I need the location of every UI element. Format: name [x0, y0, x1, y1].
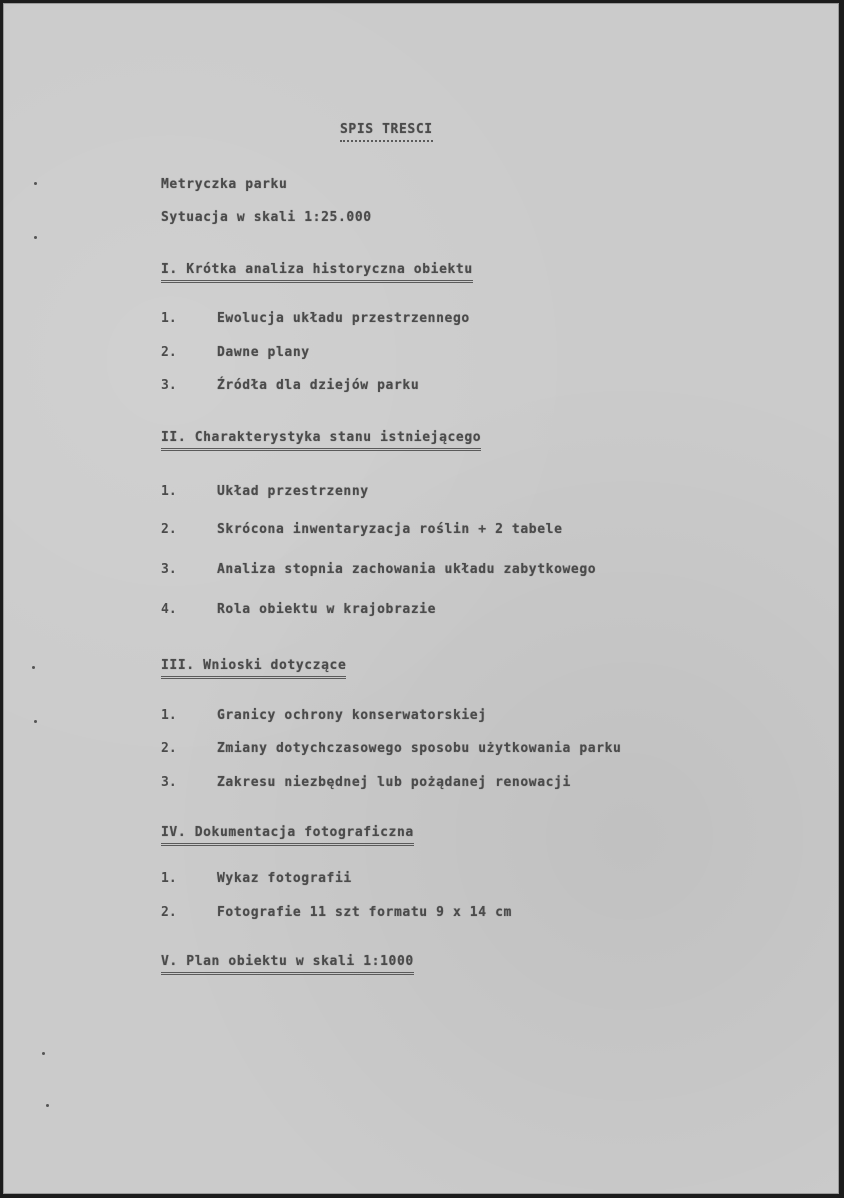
intro-line: Metryczka parku	[161, 177, 288, 192]
item-text: Źródła dla dziejów parku	[217, 378, 420, 393]
item-text: Granicy ochrony konserwatorskiej	[217, 708, 487, 723]
item-text: Rola obiektu w krajobrazie	[217, 602, 437, 617]
section-heading: V. Plan obiektu w skali 1:1000	[161, 954, 414, 975]
item-number: 2.	[161, 905, 177, 920]
margin-dot	[34, 236, 37, 239]
item-number: 2.	[161, 741, 177, 756]
item-text: Zmiany dotychczasowego sposobu użytkowania parku	[217, 741, 622, 756]
section-heading: III. Wnioski dotyczące	[161, 658, 346, 679]
section-heading: II. Charakterystyka stanu istniejącego	[161, 430, 481, 451]
item-text: Analiza stopnia zachowania układu zabytkowego	[217, 562, 597, 577]
item-number: 4.	[161, 602, 177, 617]
margin-dot	[34, 720, 37, 723]
document-page	[3, 3, 839, 1194]
item-number: 1.	[161, 311, 177, 326]
item-text: Skrócona inwentaryzacja roślin + 2 tabele	[217, 522, 563, 537]
margin-dot	[32, 666, 35, 669]
item-number: 3.	[161, 378, 177, 393]
intro-line: Sytuacja w skali 1:25.000	[161, 210, 372, 225]
item-text: Dawne plany	[217, 345, 310, 360]
document-title: SPIS TRESCI	[340, 122, 433, 142]
item-text: Zakresu niezbędnej lub pożądanej renowacji	[217, 775, 571, 790]
item-text: Wykaz fotografii	[217, 871, 352, 886]
item-number: 1.	[161, 484, 177, 499]
item-number: 1.	[161, 708, 177, 723]
item-number: 3.	[161, 562, 177, 577]
item-number: 2.	[161, 345, 177, 360]
item-text: Układ przestrzenny	[217, 484, 369, 499]
item-text: Fotografie 11 szt formatu 9 x 14 cm	[217, 905, 512, 920]
margin-dot	[42, 1052, 45, 1055]
item-text: Ewolucja układu przestrzennego	[217, 311, 470, 326]
item-number: 2.	[161, 522, 177, 537]
item-number: 3.	[161, 775, 177, 790]
section-heading: I. Krótka analiza historyczna obiektu	[161, 262, 473, 283]
item-number: 1.	[161, 871, 177, 886]
section-heading: IV. Dokumentacja fotograficzna	[161, 825, 414, 846]
margin-dot	[46, 1104, 49, 1107]
margin-dot	[34, 182, 37, 185]
